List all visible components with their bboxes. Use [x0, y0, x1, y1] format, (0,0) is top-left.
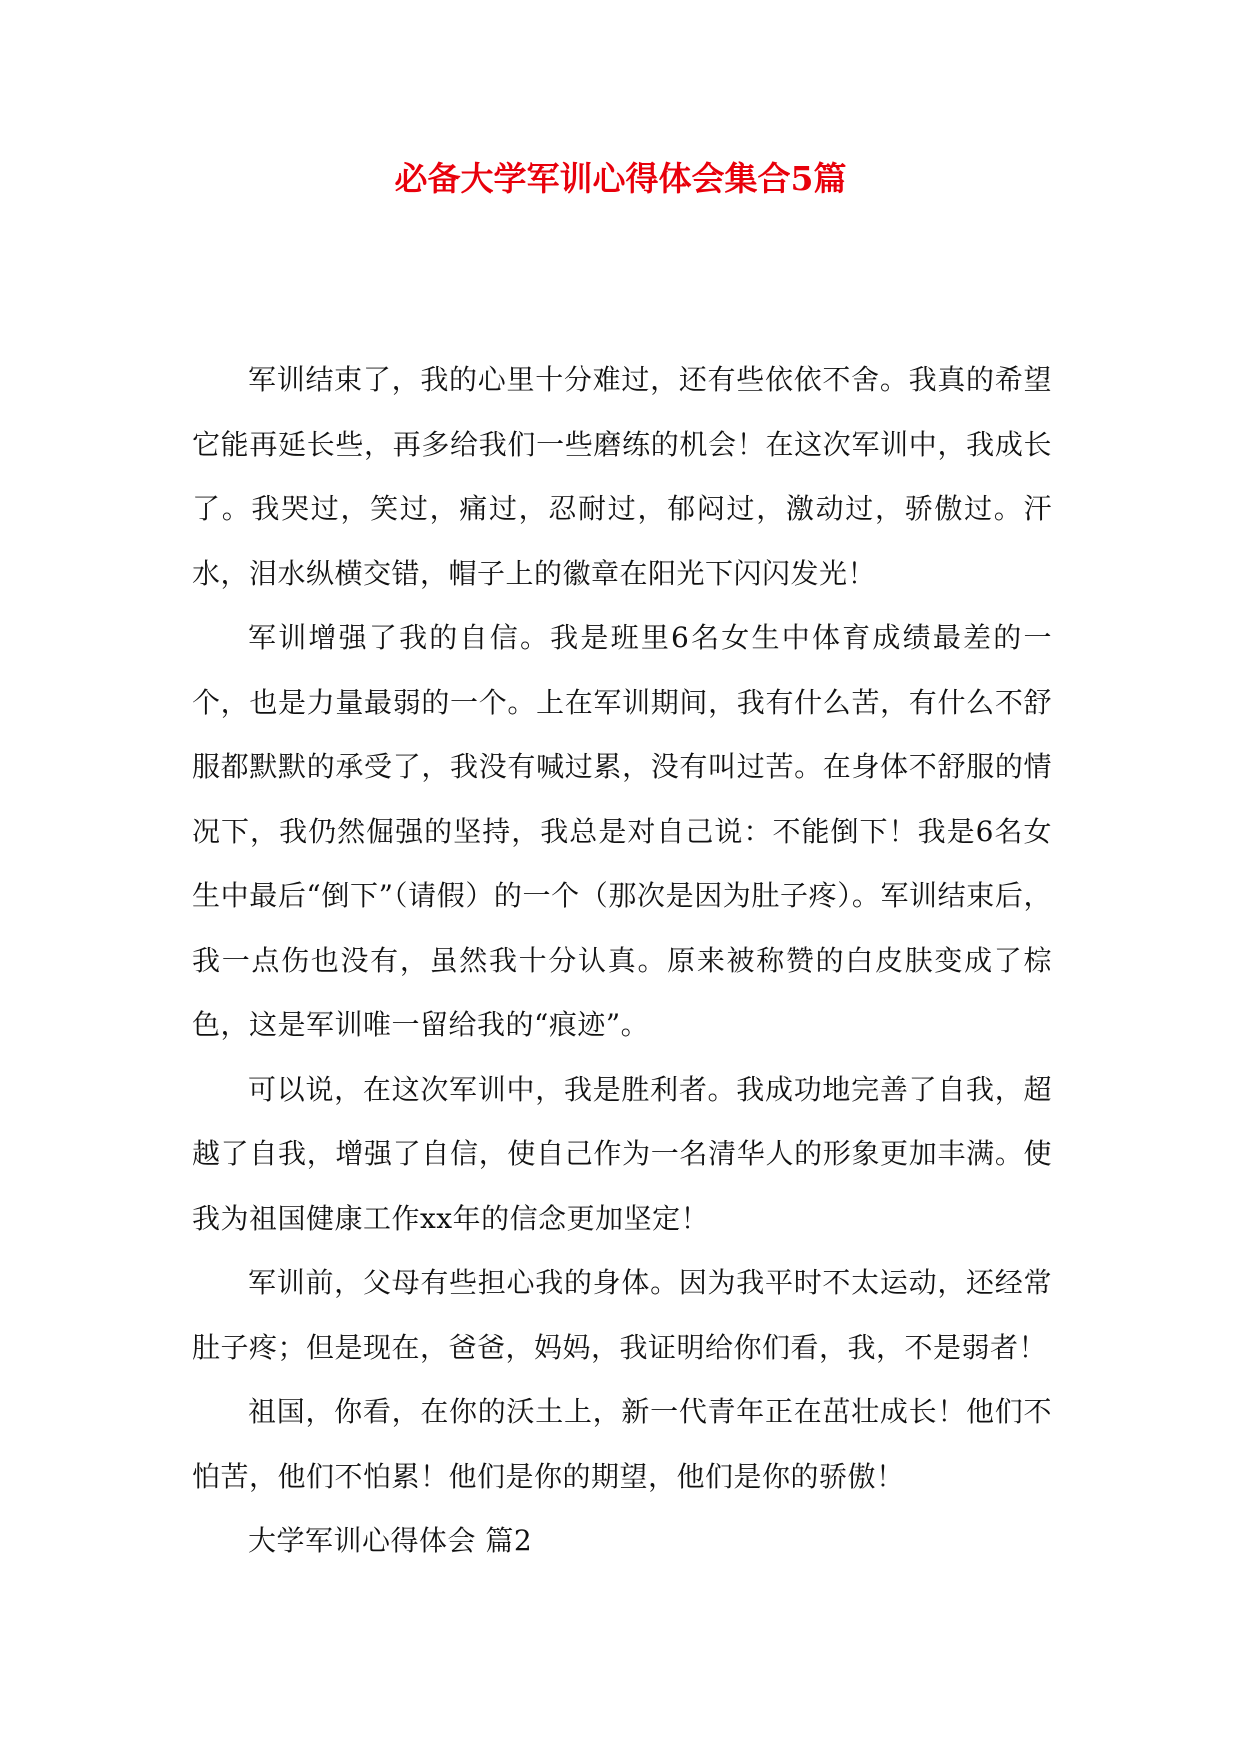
section-heading: 大学军训心得体会 篇2	[248, 1524, 533, 1557]
document-title: 必备大学军训心得体会集合5篇	[394, 159, 847, 198]
paragraph-2: 军训增强了我的自信。我是班里6名女生中体育成绩最差的一个，也是力量最弱的一个。上在军训期间，我有什么苦，有什么不舒服都默默的承受了，我没有喊过累，没有叫过苦。在身体不舒服的情况下，我仍然倔强的坚持，我总是对自己说：不能倒下！我是6名女生中最后“倒下”（请假）的一个（那次是因为肚子疼）。军训结束后，我一点伤也没有，虽然我十分认真。原来被称赞的白皮肤变成了棕色，这是军训唯一留给我的“痕迹”。	[192, 621, 1052, 1041]
document-body	[192, 348, 1052, 1574]
paragraph-3: 可以说，在这次军训中，我是胜利者。我成功地完善了自我，超越了自我，增强了自信，使自己作为一名清华人的形象更加丰满。使我为祖国健康工作xx年的信念更加坚定！	[192, 1072, 1052, 1235]
paragraph-1: 军训结束了，我的心里十分难过，还有些依依不舍。我真的希望它能再延长些，再多给我们一些磨练的机会！在这次军训中，我成长了。我哭过，笑过，痛过，忍耐过，郁闷过，激动过，骄傲过。汗水，泪水纵横交错，帽子上的徽章在阳光下闪闪发光！	[192, 363, 1052, 590]
paragraph-4: 军训前，父母有些担心我的身体。因为我平时不太运动，还经常肚子疼；但是现在，爸爸，妈妈，我证明给你们看，我，不是弱者！	[192, 1266, 1052, 1364]
paragraph-5: 祖国，你看，在你的沃土上，新一代青年正在茁壮成长！他们不怕苦，他们不怕累！他们是你的期望，他们是你的骄傲！	[192, 1395, 1052, 1493]
